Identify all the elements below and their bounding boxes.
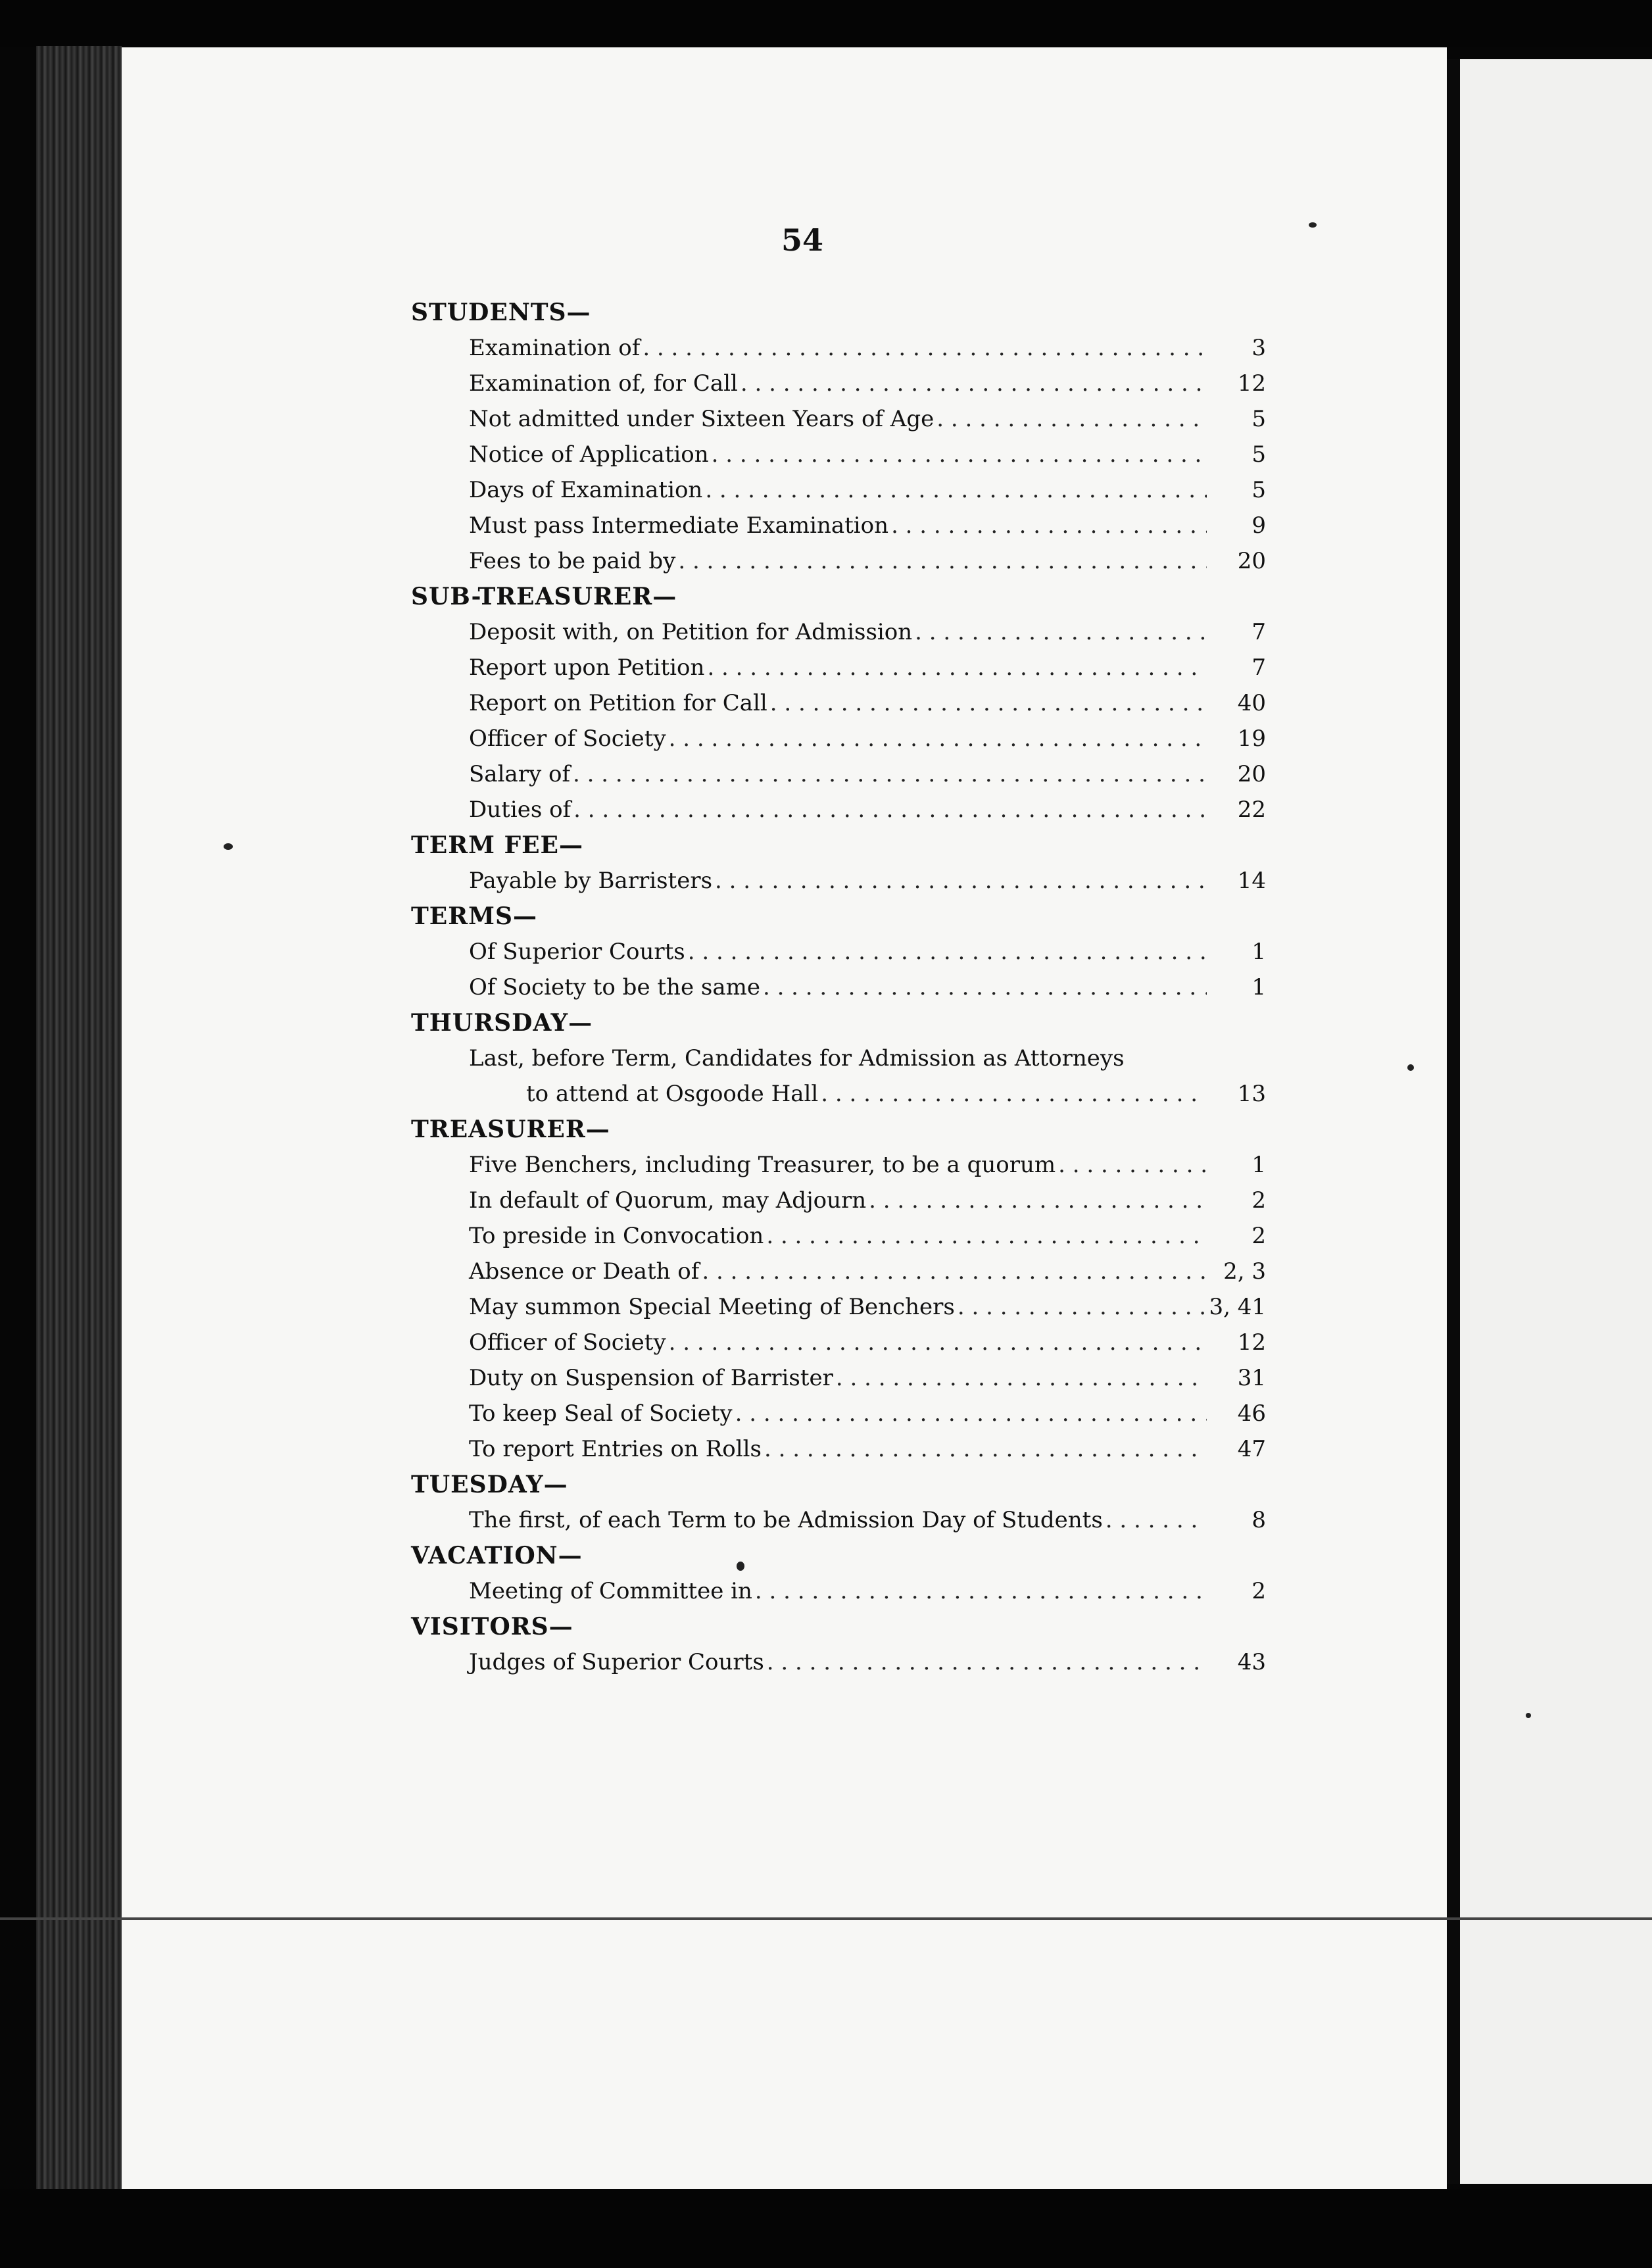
entry-text: Duty on Suspension of Barrister: [469, 1365, 833, 1391]
dot-leader: [669, 721, 1207, 756]
entry-text: Days of Examination: [469, 477, 703, 503]
index-entry: [411, 1254, 1266, 1289]
page-reference: 19: [1237, 726, 1266, 752]
entry-text: Last, before Term, Candidates for Admission as Attorneys: [469, 1045, 1125, 1072]
page-reference: 2, 3: [1223, 1258, 1266, 1285]
page-reference: 2: [1251, 1223, 1266, 1249]
page-reference: 5: [1251, 441, 1266, 468]
dot-leader: [702, 1254, 1207, 1289]
page-reference: 1: [1251, 974, 1266, 1000]
dot-leader: [958, 1289, 1207, 1325]
page-reference: 14: [1237, 868, 1266, 894]
index-entry: [411, 614, 1266, 650]
entry-text: Officer of Society: [469, 726, 666, 752]
index-heading: TERM FEE—: [411, 831, 583, 859]
index-entry: [411, 1396, 1266, 1431]
dot-leader: [735, 1396, 1207, 1431]
scan-speck: [224, 843, 233, 850]
index-entry: [411, 934, 1266, 970]
scan-speck: [1407, 1064, 1414, 1071]
entry-text: Payable by Barristers: [469, 868, 713, 894]
scan-top-border: [0, 0, 1652, 47]
index-heading: SUB-TREASURER—: [411, 583, 677, 610]
index-entry: [411, 1147, 1266, 1183]
index-entry: [411, 1431, 1266, 1467]
page-reference: 12: [1237, 370, 1266, 397]
page-reference: 8: [1251, 1507, 1266, 1533]
index-entry: [411, 970, 1266, 1005]
entry-text: Absence or Death of: [469, 1258, 700, 1285]
index-entry: [411, 437, 1266, 472]
index-entry: [411, 863, 1266, 899]
entry-text: Examination of: [469, 335, 641, 361]
entry-text: In default of Quorum, may Adjourn: [469, 1187, 867, 1214]
dot-leader: [915, 614, 1207, 650]
scan-speck: [1526, 1713, 1531, 1718]
page-reference: 3: [1251, 335, 1266, 361]
index-heading: VACATION—: [411, 1542, 583, 1569]
entry-text: Examination of, for Call: [469, 370, 738, 397]
dot-leader: [766, 1218, 1207, 1254]
dot-leader: [573, 756, 1207, 792]
index-entry: [411, 366, 1266, 401]
entry-text: Of Superior Courts: [469, 939, 685, 965]
index-entry: [411, 1289, 1266, 1325]
page-reference: 47: [1237, 1436, 1266, 1462]
page-reference: 31: [1237, 1365, 1266, 1391]
index-entry: [411, 1218, 1266, 1254]
index-entry: [411, 756, 1266, 792]
page-reference: 7: [1251, 654, 1266, 681]
dot-leader: [891, 508, 1207, 543]
index-entry: [411, 721, 1266, 756]
dot-leader: [688, 934, 1207, 970]
index-entry: [411, 1041, 1266, 1076]
index-entry: [411, 330, 1266, 366]
entry-text: To keep Seal of Society: [469, 1400, 733, 1427]
page-number: 54: [781, 222, 824, 258]
index-entry: [411, 685, 1266, 721]
index-heading: STUDENTS—: [411, 299, 591, 326]
dot-leader: [705, 472, 1207, 508]
page-reference: 1: [1251, 939, 1266, 965]
dot-leader: [741, 366, 1207, 401]
page-reference: 20: [1237, 548, 1266, 574]
fold-line: [0, 1917, 1652, 1920]
dot-leader: [770, 685, 1207, 721]
index-heading: VISITORS—: [411, 1613, 573, 1640]
entry-text: Report upon Petition: [469, 654, 705, 681]
index-entry: [411, 543, 1266, 579]
index-entry: [411, 1502, 1266, 1538]
page-reference: 5: [1251, 406, 1266, 432]
index-heading: THURSDAY—: [411, 1009, 593, 1037]
page-reference: 20: [1237, 761, 1266, 787]
index-entry: [411, 792, 1266, 827]
index-entry: [411, 1076, 1266, 1112]
page-reference: 9: [1251, 512, 1266, 539]
entry-text: to attend at Osgoode Hall: [526, 1081, 819, 1107]
entry-text: Officer of Society: [469, 1329, 666, 1356]
entry-text: Duties of: [469, 797, 571, 823]
scan-speck: [1309, 222, 1317, 228]
index-heading: TUESDAY—: [411, 1471, 568, 1498]
dot-leader: [767, 1644, 1207, 1680]
dot-leader: [707, 650, 1207, 685]
dot-leader: [669, 1325, 1207, 1360]
index-list: [411, 295, 1266, 1680]
entry-text: Must pass Intermediate Examination: [469, 512, 889, 539]
page-reference: 3, 41: [1209, 1294, 1266, 1320]
dot-leader: [573, 792, 1207, 827]
dot-leader: [643, 330, 1207, 366]
dot-leader: [678, 543, 1207, 579]
index-entry: [411, 1325, 1266, 1360]
scan-speck: [737, 1562, 744, 1571]
page-gutter: [1447, 59, 1460, 2184]
index-entry: [411, 1644, 1266, 1680]
dot-leader: [836, 1360, 1207, 1396]
entry-text: Five Benchers, including Treasurer, to be a quorum: [469, 1152, 1056, 1178]
dot-leader: [1105, 1502, 1207, 1538]
dot-leader: [869, 1183, 1207, 1218]
entry-text: Fees to be paid by: [469, 548, 676, 574]
entry-text: Judges of Superior Courts: [469, 1649, 764, 1675]
index-entry: [411, 1360, 1266, 1396]
dot-leader: [936, 401, 1207, 437]
index-entry: [411, 1183, 1266, 1218]
page-reference: 1: [1251, 1152, 1266, 1178]
dot-leader: [755, 1573, 1207, 1609]
entry-text: Salary of: [469, 761, 571, 787]
entry-text: Notice of Application: [469, 441, 709, 468]
index-heading: TREASURER—: [411, 1116, 610, 1143]
entry-text: To preside in Convocation: [469, 1223, 764, 1249]
page-reference: 22: [1237, 797, 1266, 823]
page-reference: 2: [1251, 1578, 1266, 1604]
dot-leader: [715, 863, 1207, 899]
entry-text: Not admitted under Sixteen Years of Age: [469, 406, 935, 432]
entry-text: Report on Petition for Call: [469, 690, 767, 716]
dot-leader: [712, 437, 1207, 472]
index-entry: [411, 650, 1266, 685]
dot-leader: [1058, 1147, 1207, 1183]
dot-leader: [821, 1076, 1207, 1112]
page-reference: 46: [1237, 1400, 1266, 1427]
dot-leader: [763, 970, 1207, 1005]
page-reference: 2: [1251, 1187, 1266, 1214]
entry-text: May summon Special Meeting of Benchers: [469, 1294, 955, 1320]
facing-page: [1460, 59, 1652, 2184]
page-reference: 40: [1237, 690, 1266, 716]
entry-text: To report Entries on Rolls: [469, 1436, 762, 1462]
index-entry: [411, 508, 1266, 543]
page-reference: 43: [1237, 1649, 1266, 1675]
page-reference: 5: [1251, 477, 1266, 503]
scan-bottom-border: [0, 2189, 1652, 2268]
dot-leader: [764, 1431, 1207, 1467]
entry-text: Deposit with, on Petition for Admission: [469, 619, 913, 645]
page-reference: 7: [1251, 619, 1266, 645]
index-entry: [411, 1573, 1266, 1609]
entry-text: Meeting of Committee in: [469, 1578, 752, 1604]
entry-text: The first, of each Term to be Admission Day of Students: [469, 1507, 1103, 1533]
index-heading: TERMS—: [411, 902, 537, 930]
book-spine-edge: [36, 46, 122, 2190]
index-entry: [411, 401, 1266, 437]
index-entry: [411, 472, 1266, 508]
entry-text: Of Society to be the same: [469, 974, 760, 1000]
page-reference: 13: [1237, 1081, 1266, 1107]
page-reference: 12: [1237, 1329, 1266, 1356]
